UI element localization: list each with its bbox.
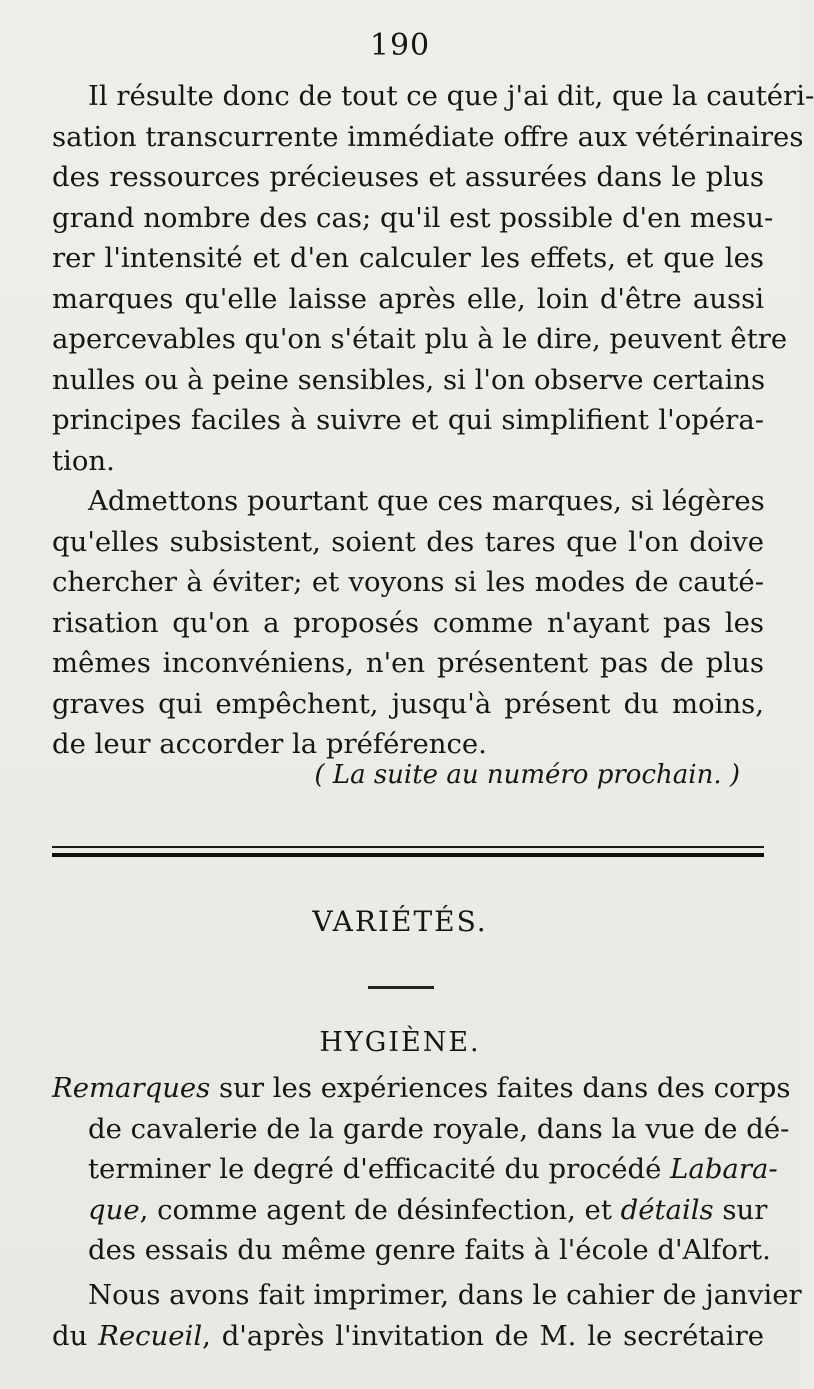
title-lead-italic: Remarques xyxy=(52,1072,211,1104)
text-line: Admettons pourtant que ces marques, si légères xyxy=(88,485,765,517)
text-line: mêmes inconvéniens, n'en présentent pas de plus xyxy=(52,647,764,679)
section-heading: VARIÉTÉS. xyxy=(312,905,488,938)
text-line xyxy=(52,1316,764,1357)
title-line4-italic-a: que xyxy=(88,1193,140,1226)
text-line: graves qui empêchent, jusqu'à présent du moins, xyxy=(52,687,764,720)
title-line: de cavalerie de la garde royale, dans la vue de dé- xyxy=(88,1112,790,1145)
text-line: tion. xyxy=(52,444,115,477)
text-line: chercher à éviter; et voyons si les modes de cauté- xyxy=(52,566,764,598)
text-line: nulles ou à peine sensibles, si l'on observe certains xyxy=(52,363,766,396)
text-line: Il résulte donc de tout ce que j'ai dit, que la cautéri- xyxy=(88,80,814,112)
text-line2-a: du xyxy=(52,1319,99,1352)
title-line3-italic: Labara- xyxy=(670,1153,778,1185)
divider-thin xyxy=(52,846,764,848)
text-line: qu'elles subsistent, soient des tares que l'on doive xyxy=(52,525,764,558)
text-line: des ressources précieuses et assurées dans le plus xyxy=(52,161,764,193)
page-number: 190 xyxy=(369,28,431,63)
title-line xyxy=(52,1068,791,1109)
title-line: des essais du même genre faits à l'école d'Alfort. xyxy=(88,1234,771,1266)
text-line: risation qu'on a proposés comme n'ayant pas les xyxy=(52,606,764,639)
recueil-italic: Recueil xyxy=(98,1319,203,1352)
title-line1-rest: sur les expériences faites dans des corps xyxy=(210,1072,791,1104)
article-title xyxy=(52,1068,791,1271)
text-line: de leur accorder la préférence. xyxy=(52,728,487,760)
title-line4-c: sur xyxy=(713,1193,768,1226)
text-line2-b: , d'après l'invitation de M. le secrétaire xyxy=(202,1319,765,1352)
text-line: apercevables qu'on s'était plu à le dire, peuvent être xyxy=(52,323,788,355)
title-line4-italic-b: détails xyxy=(620,1193,714,1226)
continuation-note: ( La suite au numéro prochain. ) xyxy=(314,760,740,790)
text-line: marques qu'elle laisse après elle, loin d'être aussi xyxy=(52,282,764,315)
divider-thick xyxy=(52,853,764,857)
text-line: rer l'intensité et d'en calculer les effets, et que les xyxy=(52,242,764,274)
paragraph-nous-avons xyxy=(52,1275,802,1356)
section-divider xyxy=(368,986,434,989)
paragraph-admettons xyxy=(52,481,764,765)
title-line3-a: terminer le degré d'efficacité du procédé xyxy=(88,1153,671,1185)
text-line: principes faciles à suivre et qui simplifient l'opéra- xyxy=(52,404,764,436)
text-line: Nous avons fait imprimer, dans le cahier de janvier xyxy=(88,1279,802,1311)
text-line: sation transcurrente immédiate offre aux vétérinaires xyxy=(52,120,804,153)
subsection-heading: HYGIÈNE. xyxy=(319,1027,481,1058)
paragraph-conclusion xyxy=(52,76,814,481)
text-line: grand nombre des cas; qu'il est possible d'en mesu- xyxy=(52,201,774,234)
title-line xyxy=(52,1149,778,1190)
title-line xyxy=(52,1190,768,1231)
title-line4-b: , comme agent de désinfection, et xyxy=(139,1193,621,1226)
